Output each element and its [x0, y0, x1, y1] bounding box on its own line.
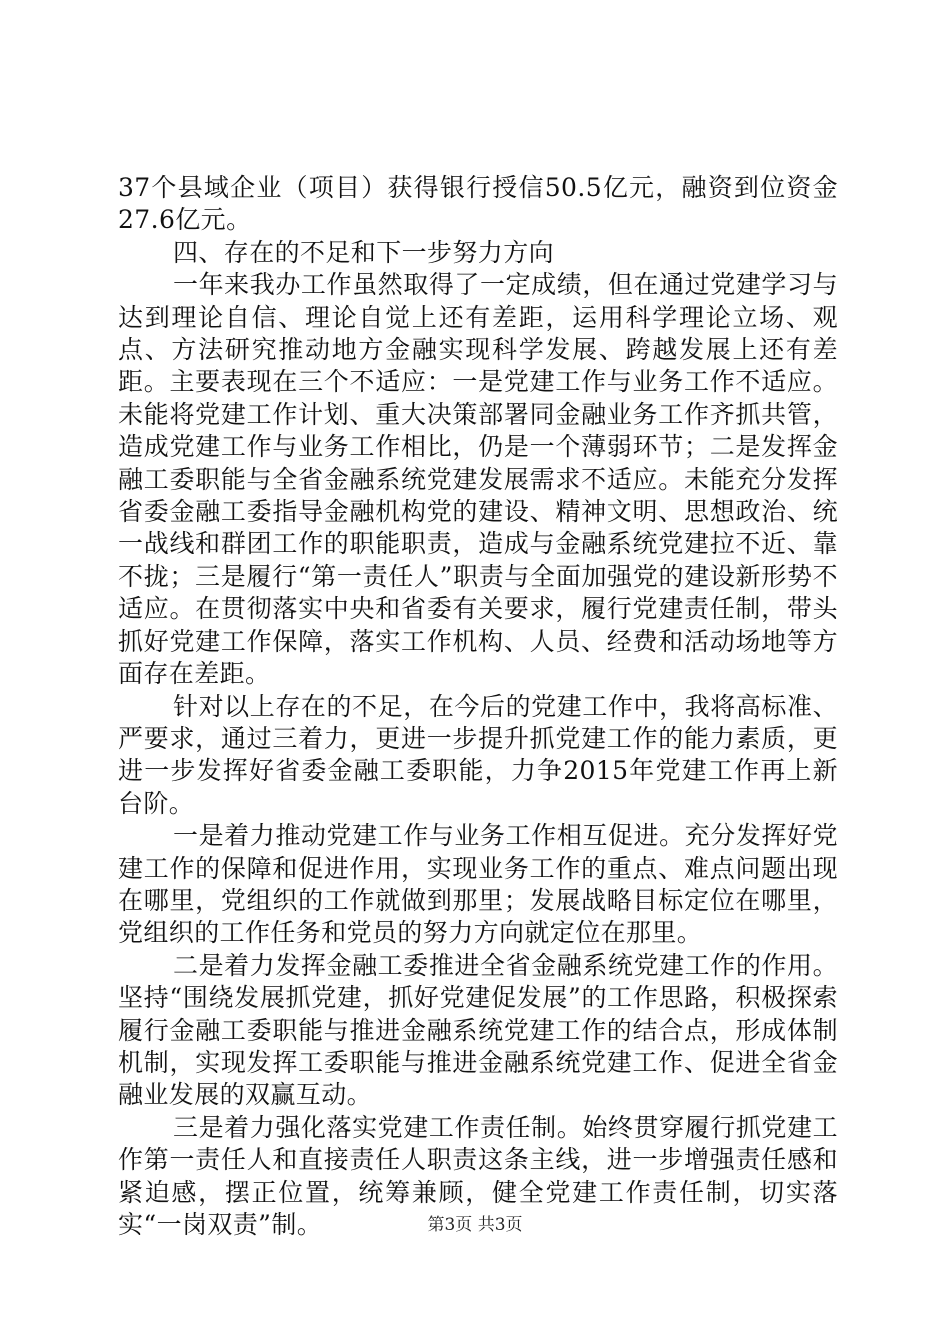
paragraph-financing-result: 37个县域企业（项目）获得银行授信50.5亿元，融资到位资金27.6亿元。 — [118, 173, 838, 235]
document-body — [118, 172, 838, 1241]
section-heading: 四、存在的不足和下一步努力方向 — [173, 237, 555, 267]
paragraph-shortcomings: 一年来我办工作虽然取得了一定成绩，但在通过党建学习与达到理论自信、理论自觉上还有差距，运用科学理论立场、观点、方法研究推动地方金融实现科学发展、跨越发展上还有差距。主要表现在三个不适应：一是党建工作与业务工作不适应。未能将党建工作计划、重大决策部署同金融业务工作齐抓共管，造成党建工作与业务工作相比，仍是一个薄弱环节；二是发挥金融工委职能与全省金融系统党建发展需求不适应。未能充分发挥省委金融工委指导金融机构党的建设、精神文明、思想政治、统一战线和群团工作的职能职责，造成与金融系统党建拉不近、靠不拢；三是履行“第一责任人”职责与全面加强党的建设新形势不适应。在贯彻落实中央和省委有关要求，履行党建责任制，带头抓好党建工作保障，落实工作机构、人员、经费和活动场地等方面存在差距。 — [118, 270, 838, 689]
paragraph-measure-three: 三是着力强化落实党建工作责任制。始终贯穿履行抓党建工作第一责任人和直接责任人职责这条主线，进一步增强责任感和紧迫感，摆正位置，统筹兼顾，健全党建工作责任制，切实落实“一岗双责”制。 — [118, 1112, 838, 1239]
paragraph-improvement-plan: 针对以上存在的不足，在今后的党建工作中，我将高标准、严要求，通过三着力，更进一步提升抓党建工作的能力素质，更进一步发挥好省委金融工委职能，力争2015年党建工作再上新台阶。 — [118, 691, 838, 818]
paragraph-measure-two: 二是着力发挥金融工委推进全省金融系统党建工作的作用。坚持“围绕发展抓党建，抓好党建促发展”的工作思路，积极探索履行金融工委职能与推进金融系统党建工作的结合点，形成体制机制，实现发挥工委职能与推进金融系统党建工作、促进全省金融业发展的双赢互动。 — [118, 950, 838, 1110]
page-footer: 第3页 共3页 — [427, 1215, 523, 1235]
paragraph-measure-one: 一是着力推动党建工作与业务工作相互促进。充分发挥好党建工作的保障和促进作用，实现业务工作的重点、难点问题出现在哪里，党组织的工作就做到那里；发展战略目标定位在哪里，党组织的工作任务和党员的努力方向就定位在那里。 — [118, 821, 838, 948]
